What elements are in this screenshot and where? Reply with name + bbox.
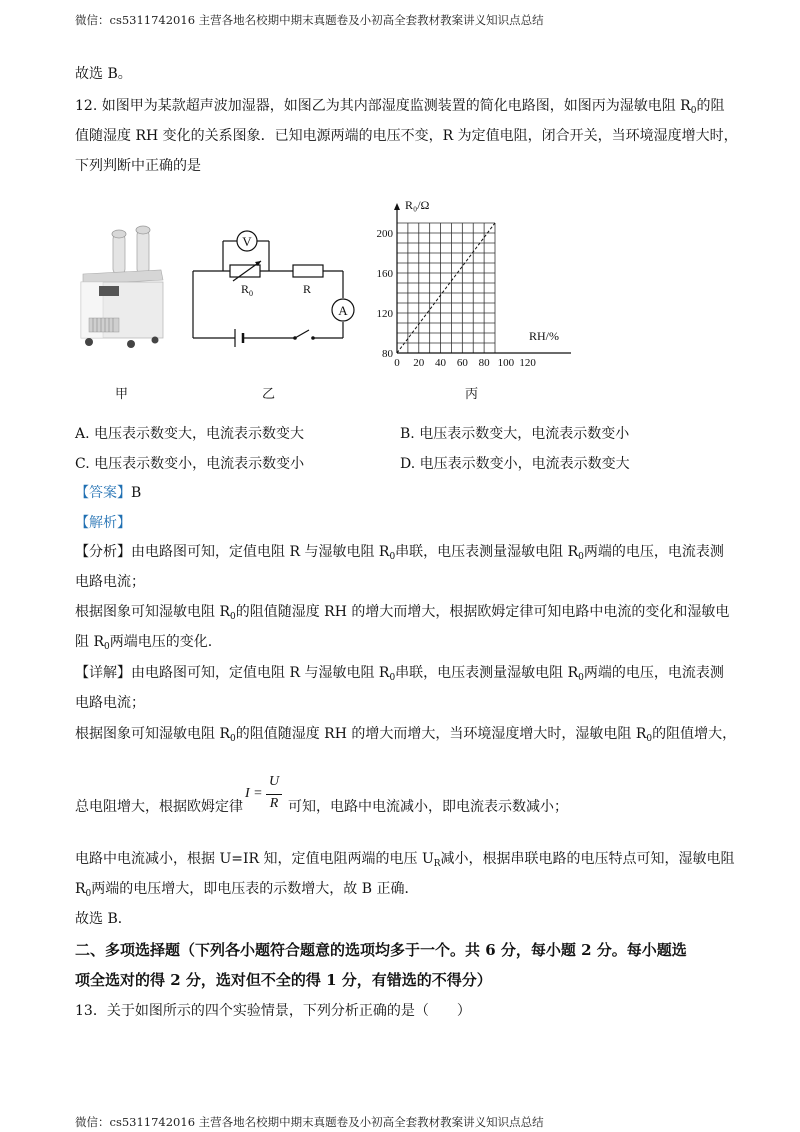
formula-lhs: I = [245,786,263,801]
q12-stem-line3: 下列判断中正确的是 [75,158,201,174]
fig-label-bing: 丙 [465,387,479,402]
y-tick-label: 200 [376,228,393,240]
graph-xlabel: RH/% [529,329,559,343]
q12-stem-line1: 12. 如图甲为某款超声波加湿器，如图乙为其内部湿度监测装置的简化电路图，如图丙为湿敏电阻 $R_0$的阻 [75,98,725,116]
x-tick-label: 120 [519,357,536,369]
xiangjie-line3: 根据图象可知湿敏电阻 $R_0$的阻值随湿度 RH 的增大而增大，当环境湿度增大时，湿敏电阻 $R_0$的阻值增大， [75,726,737,744]
fenxi-line4: 阻 $R_0$两端电压的变化. [75,634,213,652]
xiangjie-line6: $R_0$两端的电压增大，即电压表的示数增大，故 B 正确． [75,881,419,899]
formula-denominator: R [269,796,279,811]
option-a: A. 电压表示数变大，电流表示数变大 [75,426,305,442]
xiangjie-line1: 【详解】由电路图可知，定值电阻 R 与湿敏电阻 $R_0$串联，电压表测量湿敏电阻 $R_0$两端的电压，电流表测 [75,665,724,683]
formula-numerator: U [268,774,280,789]
x-tick-label: 0 [394,357,400,369]
analysis-tag: 【解析】 [75,515,131,531]
page-header: 微信：cs5311742016 主营各地名校期中期末真题卷及小初高全套教材教案讲义知识点总结 [75,13,544,27]
answer-tag: 【答案】 [75,485,131,501]
ohm-formula [245,774,287,818]
r0-label: $R_0$ [241,282,254,298]
x-tick-label: 20 [413,357,425,369]
y-tick-label: 160 [376,268,393,280]
fenxi-line2: 电路电流； [75,574,145,590]
fenxi-line1: 【分析】由电路图可知，定值电阻 R 与湿敏电阻 $R_0$串联，电压表测量湿敏电阻 $R_0$两端的电压，电流表测 [75,544,724,562]
voltmeter-label: V [242,234,252,249]
circuit-diagram [185,225,360,350]
section2-title-line1: 二、多项选择题（下列各小题符合题意的选项均多于一个。共 6 分，每小题 2 分。每小题选 [75,941,687,959]
final-answer: 故选 B． [75,911,132,927]
r0-rh-graph [365,195,580,375]
prev-answer: 故选 B。 [75,66,132,82]
y-tick-label: 120 [376,308,393,320]
q13-stem: 13．关于如图所示的四个实验情景，下列分析正确的是（ ） [75,1003,471,1019]
fig-label-yi: 乙 [262,387,276,402]
answer-value: B [131,485,142,501]
xiangjie-line4a: 总电阻增大，根据欧姆定律 [75,799,243,815]
fig-label-jia: 甲 [115,387,129,402]
x-tick-label: 40 [435,357,447,369]
r-label: R [303,282,312,296]
y-tick-label: 80 [382,348,393,360]
option-c: C. 电压表示数变小，电流表示数变小 [75,456,305,472]
fenxi-line3: 根据图象可知湿敏电阻 $R_0$的阻值随湿度 RH 的增大而增大，根据欧姆定律可知电路中电流的变化和湿敏电 [75,604,730,622]
humidifier-image [75,222,170,352]
x-tick-label: 80 [478,357,490,369]
option-d: D. 电压表示数变小，电流表示数变大 [400,456,630,472]
xiangjie-line2: 电路电流； [75,695,145,711]
r0-rh-line [397,223,495,353]
xiangjie-line5: 电路中电流减小，根据 U=IR 知，定值电阻两端的电压 $U_R$减小，根据串联电路的电压特点可知，湿敏电阻 [75,851,735,869]
x-tick-label: 100 [497,357,515,369]
xiangjie-line4b: 可知，电路中电流减小，即电流表示数减小； [288,799,568,815]
x-tick-label: 60 [456,357,468,369]
section2-title-line2: 项全选对的得 2 分，选对但不全的得 1 分，有错选的不得分） [75,971,492,989]
q12-stem-line2: 值随湿度 RH 变化的关系图象．已知电源两端的电压不变，R 为定值电阻，闭合开关，当环境湿度增大时， [75,128,738,144]
answer-line [75,483,141,503]
page-footer: 微信：cs5311742016 主营各地名校期中期末真题卷及小初高全套教材教案讲义知识点总结 [75,1115,544,1129]
ammeter-label: A [338,303,348,318]
option-b: B. 电压表示数变大，电流表示数变小 [400,426,630,442]
graph-ylabel: R₀/Ω [405,198,430,212]
